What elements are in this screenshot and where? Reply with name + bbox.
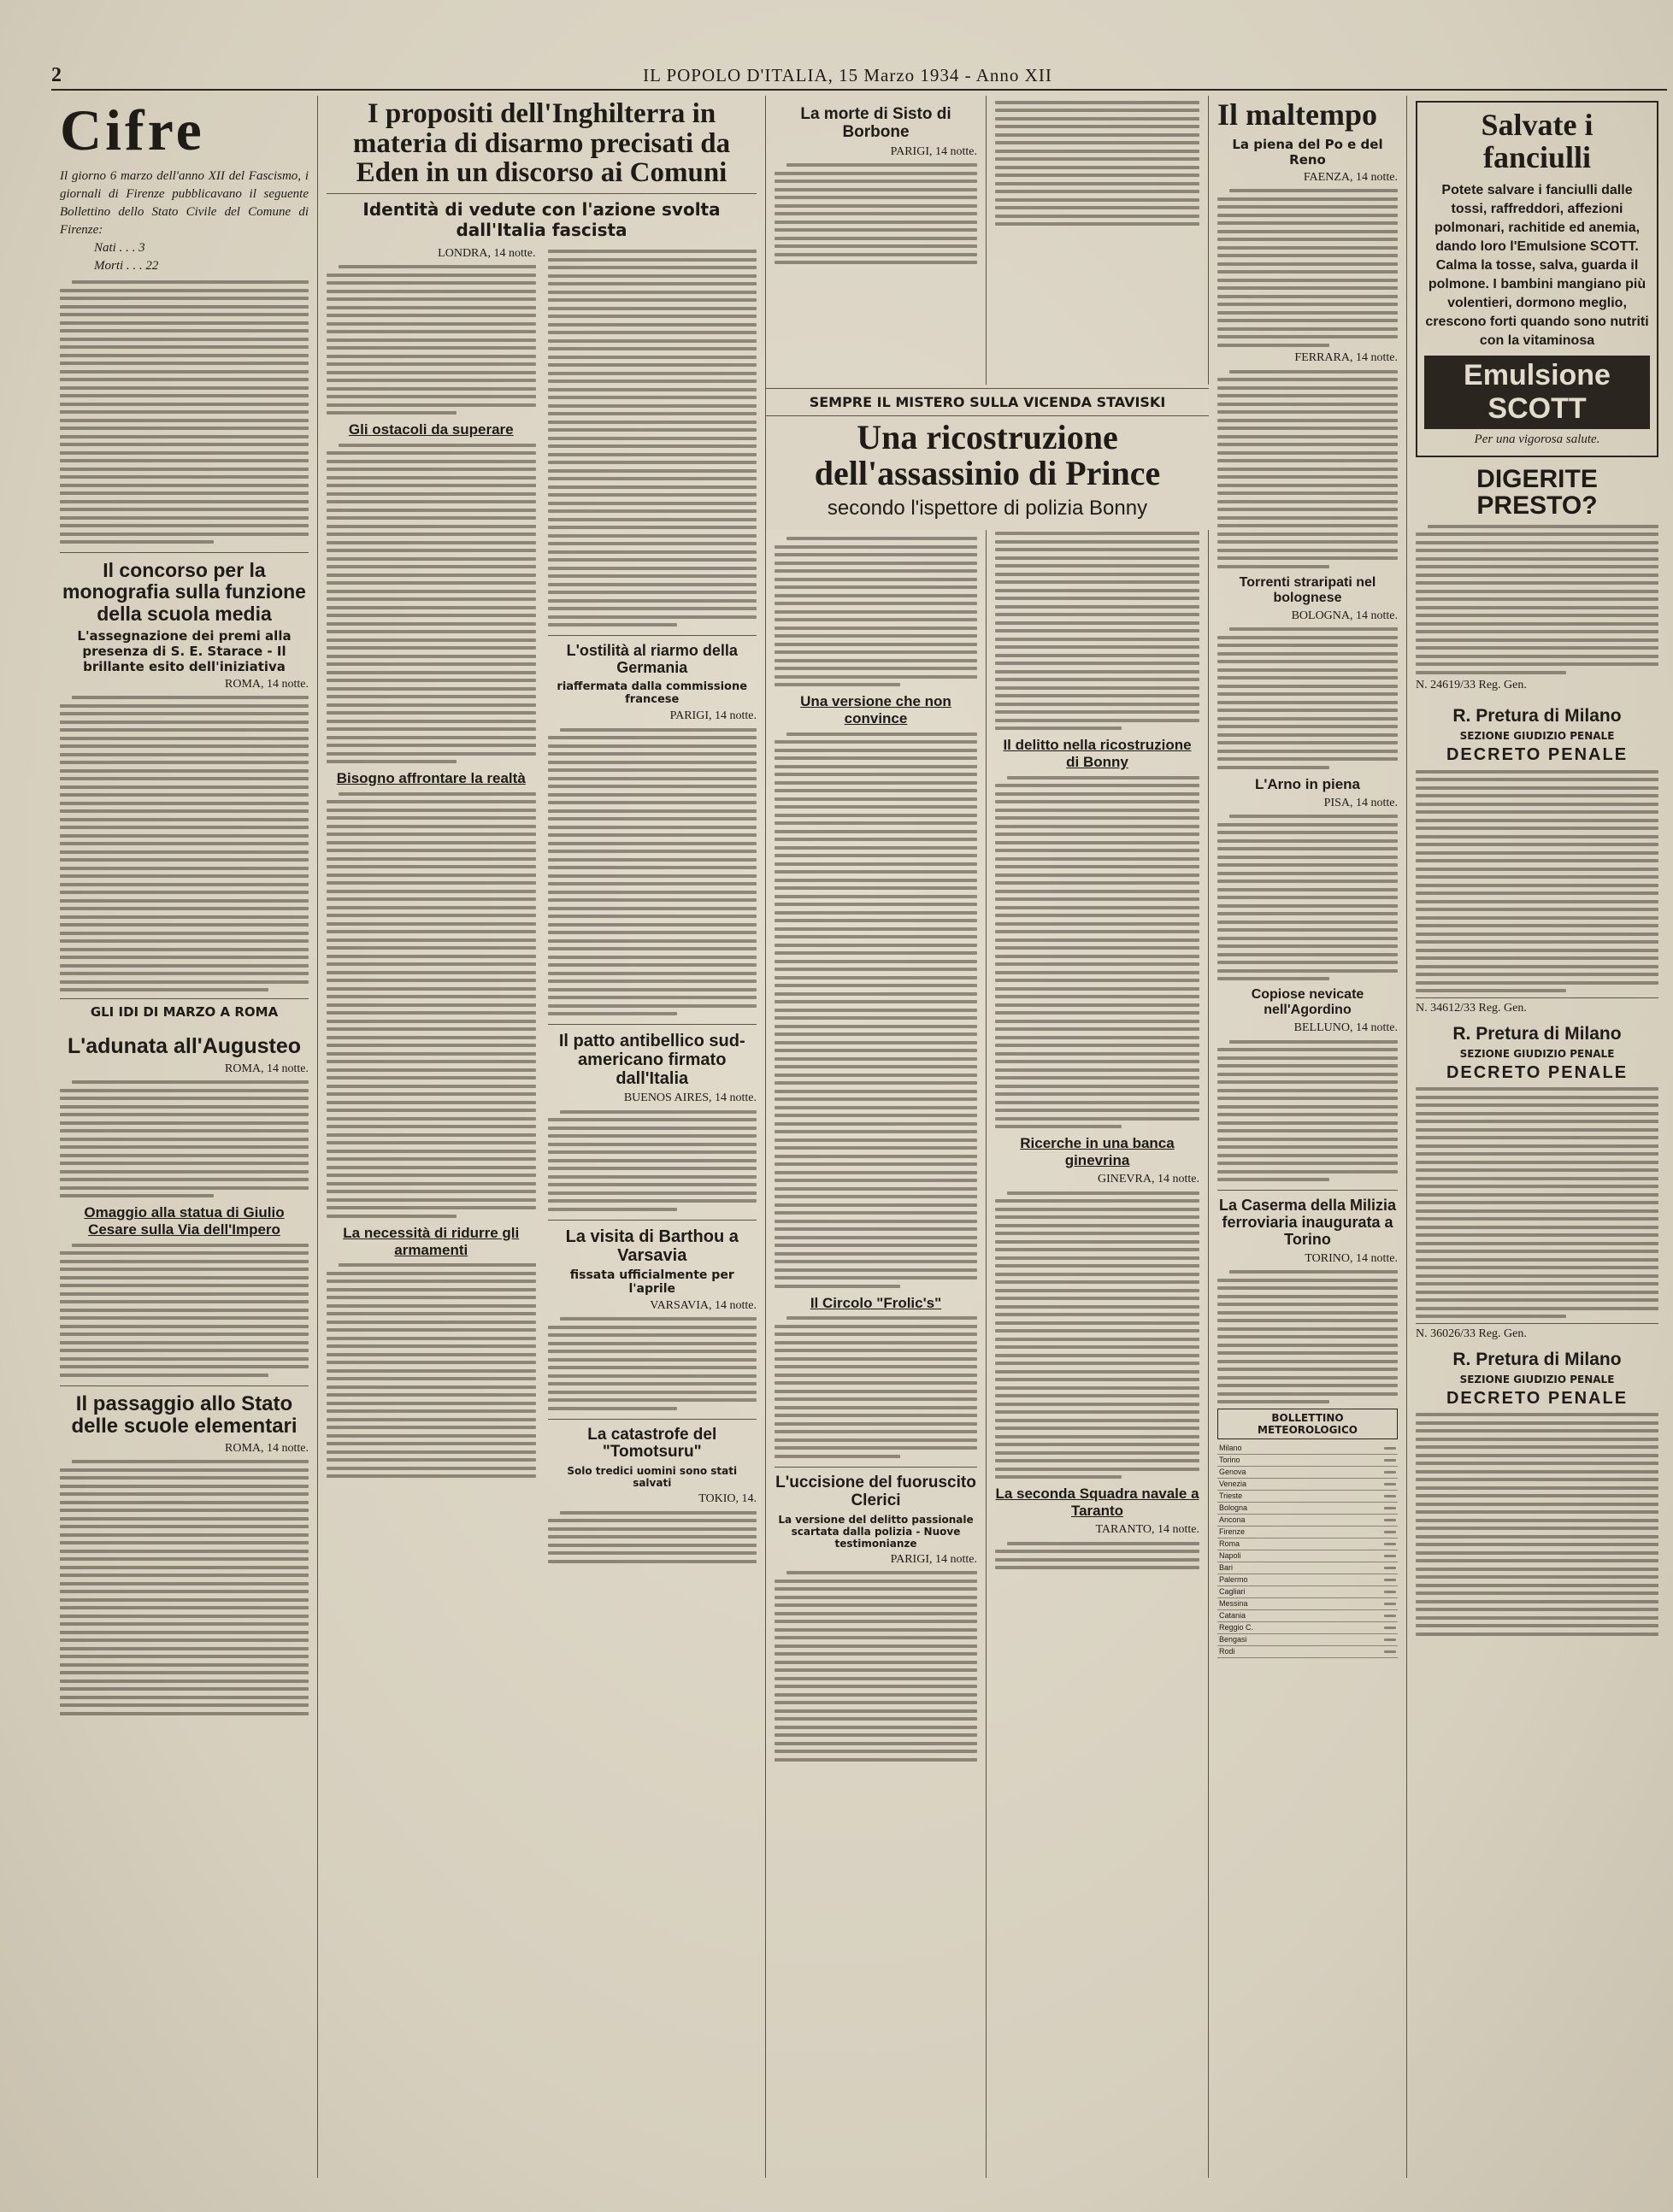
arno-headline: L'Arno in piena [1254,775,1361,792]
passaggio-headline: Il passaggio allo Stato delle scuole elementari [60,1385,309,1438]
scott-ad [1416,101,1658,457]
weather-row [1217,1502,1398,1514]
weather-values [1382,1621,1398,1633]
clerici-headline: L'uccisione del fuoruscito Clerici [775,1467,977,1510]
belluno-dateline: BELLUNO, 14 notte. [1293,1021,1398,1035]
ad-brand: Emulsione SCOTT [1424,356,1650,429]
weather-values [1382,1538,1398,1550]
ostacoli-subhead: Gli ostacoli da superare [348,421,514,438]
pretura2-number: N. 34612/33 Reg. Gen. [1416,997,1658,1015]
ostilita-headline: L'ostilità al riarmo della Germania [548,635,757,677]
eden-col-a [327,245,536,1568]
weather-row [1217,1621,1398,1633]
weather-row [1217,1526,1398,1538]
weather-row [1217,1514,1398,1526]
maltempo-subhead: La piena del Po e del Reno [1232,136,1383,168]
weather-values [1382,1490,1398,1502]
weather-city: Messina [1217,1597,1382,1609]
weather-values [1382,1550,1398,1562]
omaggio-body [60,1244,309,1377]
weather-row [1217,1538,1398,1550]
squadra-headline: La seconda Squadra navale a Taranto [995,1485,1199,1519]
eden-dateline: LONDRA, 14 notte. [438,246,536,260]
weather-city: Roma [1217,1538,1382,1550]
weather-row [1217,1645,1398,1657]
weather-values [1382,1514,1398,1526]
weather-city: Trieste [1217,1490,1382,1502]
catastrofe-subhead: Solo tredici uomini sono stati salvati [567,1465,738,1490]
prince-headline: Una ricostruzione dell'assassinio di Prince [814,418,1161,492]
pretura1-decreto: DECRETO PENALE [1446,745,1629,765]
page-number: 2 [51,63,62,86]
catastrofe-dateline: TOKIO, 14. [698,1492,757,1506]
patto-dateline: BUENOS AIRES, 14 notte. [623,1091,757,1105]
weather-values [1382,1502,1398,1514]
ricerche-dateline: GINEVRA, 14 notte. [1098,1173,1199,1185]
catastrofe-headline: La catastrofe del "Tomotsuru" [548,1419,757,1462]
pretura3-section: SEZIONE GIUDIZIO PENALE [1459,1373,1615,1385]
weather-values [1382,1478,1398,1490]
sisto-headline: La morte di Sisto di Borbone [800,105,951,141]
pretura2-title: R. Pretura di Milano [1452,1023,1622,1044]
weather-city: Venezia [1217,1478,1382,1490]
concorso-subhead: L'assegnazione dei premi alla presenza di S. E. Starace - Il brillante esito dell'iniziativa [77,627,292,674]
column-6 [1407,96,1667,2178]
ad-body: Potete salvare i fanciulli dalle tossi, raffreddori, affezioni polmonari, rachitide ed anemia, dando loro l'Emulsione SCOTT. Calma la tosse, salva, guarda il polmone. I bambini mangiano più volentieri, dormono meglio, crescono forti quando sono nutriti con la vitaminosa [1425,182,1649,348]
weather-values [1382,1633,1398,1645]
torino-dateline: TORINO, 14 notte. [1305,1251,1398,1265]
omaggio-headline: Omaggio alla statua di Giulio Cesare sulla Via dell'Impero [84,1204,285,1238]
pretura1-title: R. Pretura di Milano [1452,706,1622,727]
clerici-dateline: PARIGI, 14 notte. [890,1552,977,1566]
concorso-body [60,696,309,991]
eden-article [327,245,757,1568]
cifre-nati: Nati . . . 3 [94,241,145,255]
eden-col-b [548,245,757,1568]
prince-subhead: secondo l'ispettore di polizia Bonny [827,497,1148,520]
weather-row [1217,1562,1398,1574]
bologna-dateline: BOLOGNA, 14 notte. [1291,609,1398,622]
visita-dateline: VARSAVIA, 14 notte. [650,1298,757,1312]
weather-values [1382,1609,1398,1621]
mistero-kicker: SEMPRE IL MISTERO SULLA VICENDA STAVISKI [766,388,1209,416]
weather-city: Bari [1217,1562,1382,1574]
adunata-body [60,1080,309,1197]
adunata-dateline: ROMA, 14 notte. [225,1062,309,1075]
weather-values [1382,1443,1398,1455]
weather-row [1217,1633,1398,1645]
squadra-dateline: TARANTO, 14 notte. [1095,1523,1199,1536]
idi-kicker: GLI IDI DI MARZO A ROMA [60,998,309,1020]
weather-row [1217,1478,1398,1490]
weather-row [1217,1609,1398,1621]
weather-city: Bengasi [1217,1633,1382,1645]
weather-row [1217,1466,1398,1478]
necessita-subhead: La necessità di ridurre gli armamenti [343,1224,520,1258]
weather-city: Milano [1217,1443,1382,1455]
column-1 [51,96,318,2178]
cifre-intro: Il giorno 6 marzo dell'anno XII del Fascismo, i giornali di Firenze pubblicavano il seguente Bollettino dello Stato Civile del Comune di Firenze: [60,169,309,237]
ferrara-dateline: FERRARA, 14 notte. [1294,351,1398,365]
clerici-subhead: La versione del delitto passionale scartata dalla polizia - Nuove testimonianze [778,1513,974,1550]
weather-city: Reggio C. [1217,1621,1382,1633]
passaggio-body [60,1460,309,1715]
adunata-headline: L'adunata all'Augusteo [67,1034,302,1059]
digerite-headline: DIGERITE PRESTO? [1476,464,1598,521]
torrenti-headline: Torrenti straripati nel bolognese [1239,574,1376,605]
cifre-morti: Morti . . . 22 [94,259,159,273]
delitto-headline: Il delitto nella ricostruzione di Bonny [1003,737,1192,770]
weather-values [1382,1597,1398,1609]
nevicate-headline: Copiose nevicate nell'Agordino [1251,987,1364,1018]
pretura1-section: SEZIONE GIUDIZIO PENALE [1459,730,1615,743]
pretura1-number: N. 24619/33 Reg. Gen. [1416,679,1527,692]
weather-row [1217,1490,1398,1502]
masthead [51,62,1667,91]
ostilita-subhead: riaffermata dalla commissione francese [557,680,748,707]
cifre-body [60,280,309,544]
weather-row [1217,1443,1398,1455]
caserma-headline: La Caserma della Milizia ferroviaria inaugurata a Torino [1217,1190,1398,1248]
weather-city: Bologna [1217,1502,1382,1514]
ricerche-headline: Ricerche in una banca ginevrina [1020,1135,1175,1168]
weather-row [1217,1597,1398,1609]
column-5 [1209,96,1407,2178]
pretura3-number: N. 36026/33 Reg. Gen. [1416,1323,1658,1341]
weather-city: Cagliari [1217,1585,1382,1597]
weather-values [1382,1645,1398,1657]
weather-city: Firenze [1217,1526,1382,1538]
weather-city: Torino [1217,1454,1382,1466]
pretura2-decreto: DECRETO PENALE [1446,1062,1629,1082]
visita-headline: La visita di Barthou a Varsavia [548,1220,757,1265]
eden-headline: I propositi dell'Inghilterra in materia di disarmo precisati da Eden in un discorso ai Comuni [352,98,731,189]
frolic-headline: Il Circolo "Frolic's" [810,1294,942,1311]
weather-city: Ancona [1217,1514,1382,1526]
column-2 [318,96,766,2178]
ostilita-dateline: PARIGI, 14 notte. [669,709,757,723]
visita-subhead: fissata ufficialmente per l'aprile [569,1268,734,1296]
weather-city: Rodi [1217,1645,1382,1657]
weather-values [1382,1585,1398,1597]
weather-values [1382,1574,1398,1585]
weather-city: Palermo [1217,1574,1382,1585]
pretura3-decreto: DECRETO PENALE [1446,1388,1629,1408]
passaggio-dateline: ROMA, 14 notte. [225,1441,309,1455]
sisto-dateline: PARIGI, 14 notte. [890,144,977,158]
weather-row [1217,1585,1398,1597]
newspaper-title: IL POPOLO D'ITALIA, 15 Marzo 1934 - Anno XII [643,64,1052,85]
pretura2-section: SEZIONE GIUDIZIO PENALE [1459,1047,1615,1060]
ad-tagline: Per una vigorosa salute. [1474,432,1600,446]
weather-row [1217,1574,1398,1585]
concorso-headline: Il concorso per la monografia sulla funzione della scuola media [60,552,309,625]
patto-headline: Il patto antibellico sud-americano firmato dall'Italia [548,1024,757,1088]
cifre-title: Cifre [60,97,205,162]
bisogna-subhead: Bisogno affrontare la realtà [336,770,526,787]
versione-headline: Una versione che non convince [800,693,951,727]
bollettino-title: BOLLETTINO METEOROLOGICO [1217,1409,1398,1439]
weather-values [1382,1466,1398,1478]
concorso-dateline: ROMA, 14 notte. [225,677,309,691]
eden-subhead: Identità di vedute con l'azione svolta dall'Italia fascista [327,193,757,240]
pisa-dateline: PISA, 14 notte. [1323,796,1398,809]
weather-values [1382,1454,1398,1466]
maltempo-headline: Il maltempo [1217,97,1377,132]
weather-row [1217,1550,1398,1562]
weather-values [1382,1562,1398,1574]
weather-city: Catania [1217,1609,1382,1621]
weather-city: Napoli [1217,1550,1382,1562]
weather-city: Genova [1217,1466,1382,1478]
weather-row [1217,1454,1398,1466]
weather-values [1382,1526,1398,1538]
faenza-dateline: FAENZA, 14 notte. [1303,170,1398,184]
pretura3-title: R. Pretura di Milano [1452,1349,1622,1369]
ad-title: Salvate i fanciulli [1481,108,1593,174]
prince-header [766,385,1209,530]
weather-table [1217,1443,1398,1658]
